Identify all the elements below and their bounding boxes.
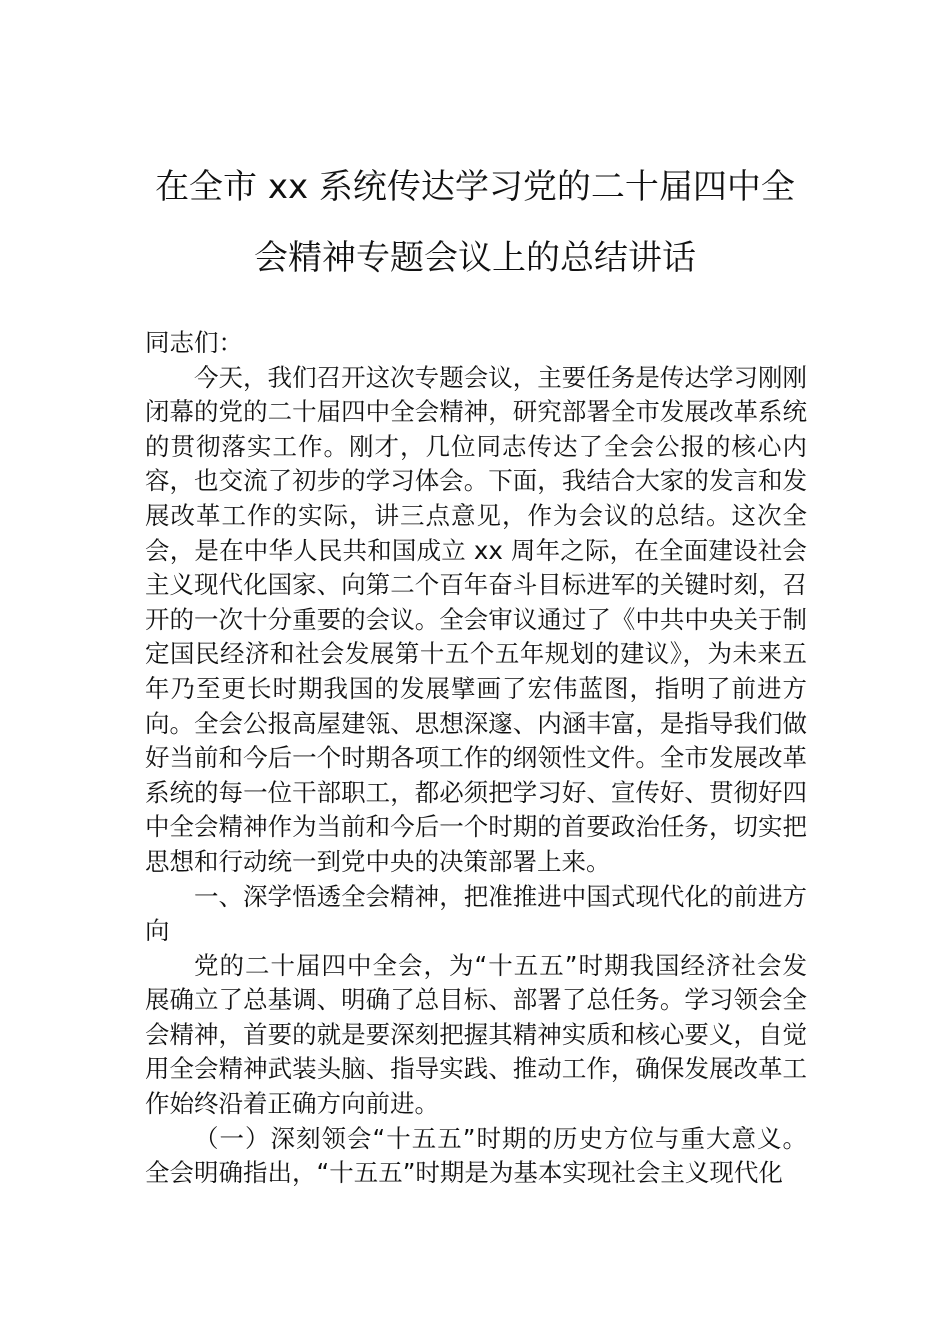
document-title-line-2: 会精神专题会议上的总结讲话 xyxy=(254,238,696,278)
subsection-heading-1: （一）深刻领会“十五五”时期的历史方位与重大意义。全会明确指出，“十五五”时期是为基本实现社会主义现代化 xyxy=(145,1123,807,1188)
section-heading-1: 一、深学悟透全会精神，把准推进中国式现代化的前进方向 xyxy=(145,881,807,946)
paragraph-intro: 今天，我们召开这次专题会议，主要任务是传达学习刚刚闭幕的党的二十届四中全会精神，研究部署全市发展改革系统的贯彻落实工作。刚才，几位同志传达了全会公报的核心内容，也交流了初步的学习体会。下面，我结合大家的发言和发展改革工作的实际，讲三点意见，作为会议的总结。这次全会，是在中华人民共和国成立 xx 周年之际，在全面建设社会主义现代化国家、向第二个百年奋斗目标进军的关键时刻，召开的一次十分重要的会议。全会审议通过了《中共中央关于制定国民经济和社会发展第十五个五年规划的建议》，为未来五年乃至更长时期我国的发展擘画了宏伟蓝图，指明了前进方向。全会公报高屋建瓴、思想深邃、内涵丰富，是指导我们做好当前和今后一个时期各项工作的纲领性文件。全市发展改革系统的每一位干部职工，都必须把学习好、宣传好、贯彻好四中全会精神作为当前和今后一个时期的首要政治任务，切实把思想和行动统一到党中央的决策部署上来。 xyxy=(145,362,807,876)
paragraph-section-1: 党的二十届四中全会，为“十五五”时期我国经济社会发展确立了总基调、明确了总目标、部署了总任务。学习领会全会精神，首要的就是要深刻把握其精神实质和核心要义，自觉用全会精神武装头脑、指导实践、推动工作，确保发展改革工作始终沿着正确方向前进。 xyxy=(145,950,807,1119)
salutation: 同志们： xyxy=(145,328,243,357)
document-body xyxy=(145,326,807,1191)
document-title-line-1: 在全市 xx 系统传达学习党的二十届四中全 xyxy=(155,167,795,207)
